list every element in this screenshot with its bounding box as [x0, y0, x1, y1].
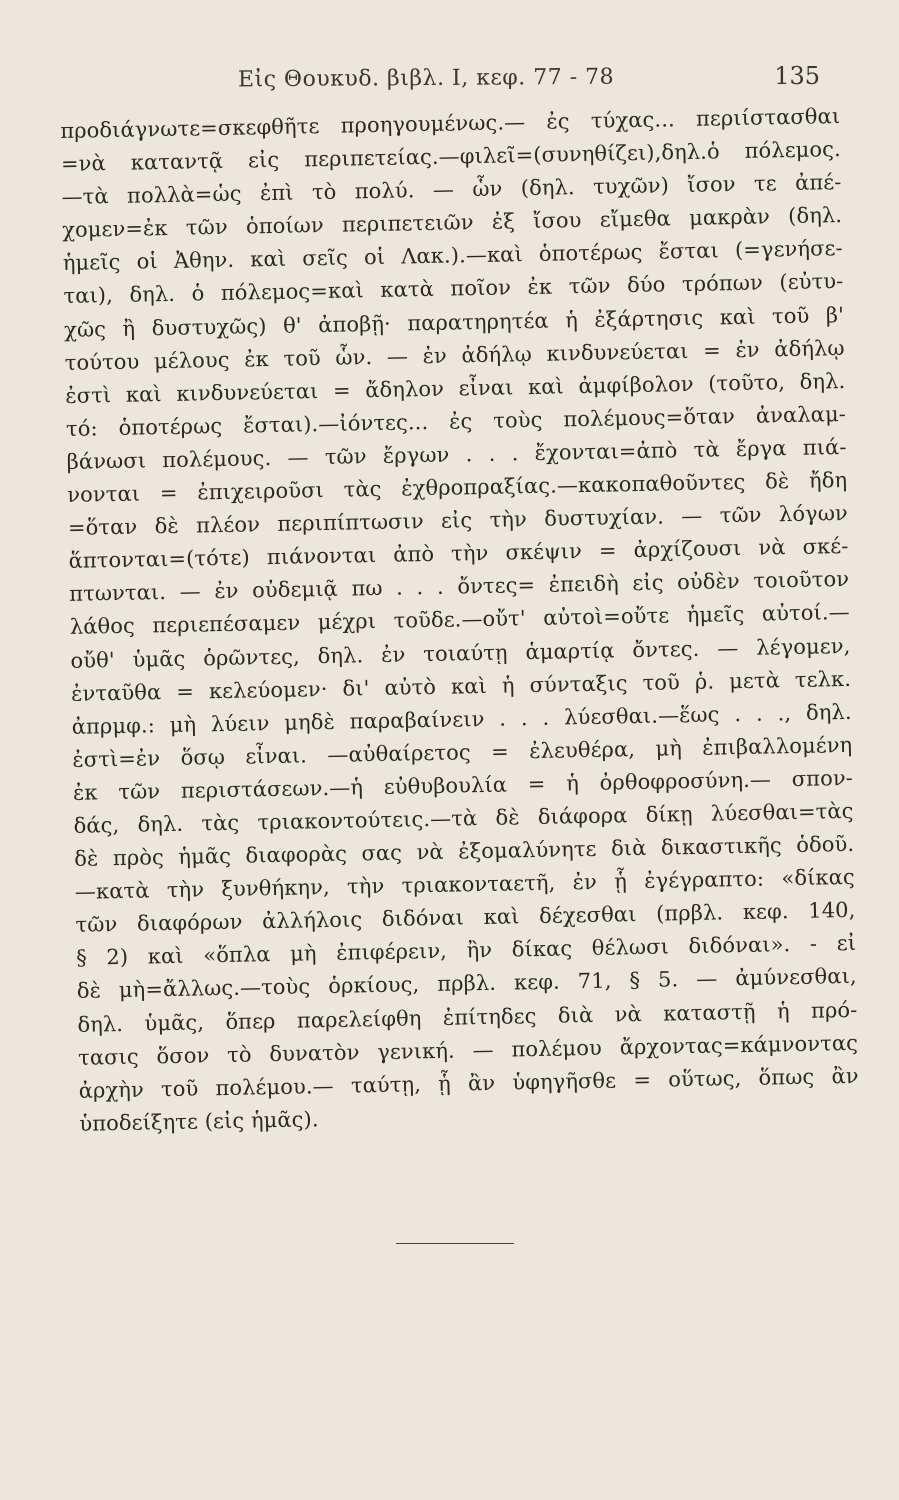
text-line: τούτου μέλους ἐκ τοῦ ὧν. — ἐν ἀδήλῳ κινδυνεύεται = ἐν ἀδήλῳ: [64, 335, 845, 375]
header-title: Εἰς Θουκυδ. βιβλ. Ι, κεφ. 77 - 78: [237, 64, 615, 93]
text-line: ἐνταῦθα = κελεύομεν· δι' αὐτὸ καὶ ἡ σύνταξις τοῦ ῥ. μετὰ τελκ.: [70, 666, 852, 706]
text-line: δηλ. ὑμᾶς, ὅπερ παρελείφθη ἐπίτηδες διὰ νὰ καταστῇ ἡ πρό-: [77, 997, 858, 1037]
text-line: νονται = ἐπιχειροῦσι τὰς ἐχθροπραξίας.—κακοπαθοῦντες δὲ ἤδη: [67, 467, 848, 507]
text-line: τό: ὁποτέρως ἔσται).—ἰόντες... ἐς τοὺς πολέμους=ὅταν ἀναλαμ-: [65, 401, 847, 441]
text-line: προδιάγνωτε=σκεφθῆτε προηγουμένως.— ἐς τύχας... περιίστασθαι: [60, 104, 841, 143]
running-header: [60, 62, 820, 102]
text-line: ἀπρμφ.: μὴ λύειν μηδὲ παραβαίνειν . . . λύεσθαι.—ἕως . . ., δηλ.: [71, 699, 852, 739]
commentary-text: [60, 100, 860, 1141]
text-line: ἐκ τῶν περιστάσεων.—ἡ εὐθυβουλία = ἡ ὀρθοφροσύνη.— σπον-: [72, 765, 854, 805]
text-line: ἐστὶ καὶ κινδυνεύεται = ἄδηλον εἶναι καὶ ἀμφίβολον (τοῦτο, δηλ.: [65, 368, 846, 408]
section-divider: [396, 1243, 514, 1244]
text-line: —κατὰ τὴν ξυνθήκην, τὴν τριακονταετῆ, ἐν ᾗ ἐγέγραπτο: «δίκας: [74, 865, 856, 905]
text-line: ὑποδείξητε (εἰς ἡμᾶς).: [79, 1107, 319, 1136]
text-line: ται), δηλ. ὁ πόλεμος=καὶ κατὰ ποῖον ἐκ τῶν δύο τρόπων (εὐτυ-: [63, 269, 844, 309]
text-line: § 2) καὶ «ὅπλα μὴ ἐπιφέρειν, ἢν δίκας θέλωσι διδόναι». - εἰ: [75, 931, 857, 971]
text-line: πτωνται. — ἐν οὐδεμιᾷ πω . . . ὄντες= ἐπειδὴ εἰς οὐδὲν τοιοῦτον: [68, 567, 850, 607]
text-line: δὲ πρὸς ἡμᾶς διαφορὰς σας νὰ ἐξομαλύνητε διὰ δικαστικῆς ὁδοῦ.: [74, 831, 855, 871]
page-number: 135: [774, 62, 820, 90]
text-line: =νὰ καταντᾷ εἰς περιπετείας.—φιλεῖ=(συνηθίζει),δηλ.ὁ πόλεμος.: [60, 137, 842, 177]
text-line: =ὅταν δὲ πλέον περιπίπτωσιν εἰς τὴν δυστυχίαν. — τῶν λόγων: [67, 501, 849, 541]
text-line: χῶς ἢ δυστυχῶς) θ' ἀποβῇ· παρατηρητέα ἡ ἐξάρτησις καὶ τοῦ β': [63, 302, 845, 342]
text-line: λάθος περιεπέσαμεν μέχρι τοῦδε.—οὔτ' αὐτοὶ=οὔτε ἡμεῖς αὐτοί.—: [69, 600, 850, 640]
text-line: δὲ μὴ=ἄλλως.—τοὺς ὁρκίους, πρβλ. κεφ. 71, § 5. — ἀμύνεσθαι,: [76, 964, 857, 1004]
text-line: ἅπτονται=(τότε) πιάνονται ἀπὸ τὴν σκέψιν = ἀρχίζουσι νὰ σκέ-: [68, 534, 849, 574]
text-line: τασις ὅσον τὸ δυνατὸν γενική. — πολέμου ἄρχοντας=κάμνοντας: [77, 1030, 859, 1070]
text-line: τῶν διαφόρων ἀλλήλοις διδόναι καὶ δέχεσθαι (πρβλ. κεφ. 140,: [75, 898, 856, 938]
text-line: χομεν=ἐκ τῶν ὁποίων περιπετειῶν ἐξ ἴσου εἴμεθα μακρὰν (δηλ.: [61, 203, 843, 243]
text-line: οὔθ' ὑμᾶς ὁρῶντες, δηλ. ἐν τοιαύτῃ ἁμαρτίᾳ ὄντες. — λέγομεν,: [70, 633, 851, 673]
text-line: βάνωσι πολέμους. — τῶν ἔργων . . . ἔχονται=ἀπὸ τὰ ἔργα πιά-: [66, 434, 847, 474]
text-line: ἐστὶ=ἐν ὅσῳ εἶναι. —αὐθαίρετος = ἐλευθέρα, μὴ ἐπιβαλλομένη: [72, 732, 853, 772]
text-line: ἀρχὴν τοῦ πολέμου.— ταύτῃ, ᾗ ἂν ὑφηγῆσθε = οὕτως, ὅπως ἂν: [78, 1063, 859, 1103]
text-line: —τὰ πολλὰ=ὡς ἐπὶ τὸ πολύ. — ὧν (δηλ. τυχῶν) ἴσον τε ἀπέ-: [61, 170, 842, 210]
text-line: δάς, δηλ. τὰς τριακοντούτεις.—τὰ δὲ διάφορα δίκῃ λύεσθαι=τὰς: [73, 798, 854, 838]
text-line: ἡμεῖς οἱ Ἀθην. καὶ σεῖς οἱ Λακ.).—καὶ ὁποτέρως ἔσται (=γενήσε-: [62, 236, 843, 276]
